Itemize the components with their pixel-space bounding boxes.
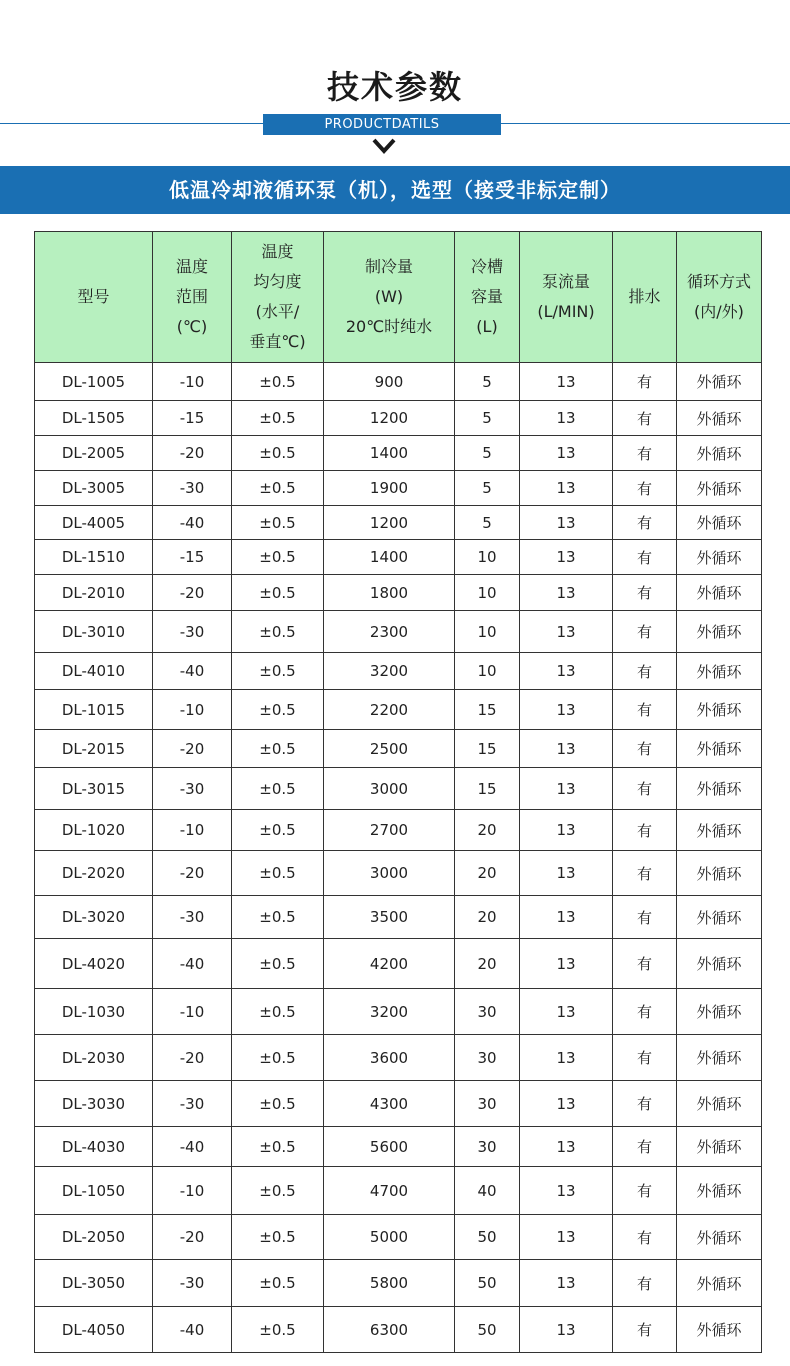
table-cell: ±0.5: [232, 1035, 324, 1081]
table-cell: 30: [455, 989, 520, 1035]
table-cell: 50: [455, 1260, 520, 1307]
table-row: [35, 810, 762, 851]
table-cell: 有: [613, 401, 677, 436]
table-cell: DL-1015: [35, 690, 153, 730]
table-cell: 15: [455, 690, 520, 730]
table-cell: DL-4030: [35, 1127, 153, 1167]
table-cell: 13: [520, 939, 613, 989]
table-cell: -20: [153, 1035, 232, 1081]
table-cell: 有: [613, 810, 677, 851]
table-cell: 10: [455, 653, 520, 690]
table-cell: ±0.5: [232, 506, 324, 540]
column-header-line: 范围: [175, 287, 208, 306]
table-cell: 外循环: [677, 1035, 762, 1081]
table-cell: 1200: [324, 506, 455, 540]
table-cell: -40: [153, 1307, 232, 1353]
table-cell: -10: [153, 989, 232, 1035]
table-cell: DL-1505: [35, 401, 153, 436]
column-header-line: 制冷量: [364, 257, 413, 276]
table-cell: 5: [455, 436, 520, 471]
table-cell: 外循环: [677, 401, 762, 436]
table-cell: 3000: [324, 851, 455, 896]
table-cell: 13: [520, 989, 613, 1035]
table-cell: 外循环: [677, 1260, 762, 1307]
table-cell: 2200: [324, 690, 455, 730]
table-cell: 3600: [324, 1035, 455, 1081]
table-cell: 外循环: [677, 436, 762, 471]
column-header-line: 冷槽: [470, 257, 503, 276]
table-cell: 有: [613, 1081, 677, 1127]
table-cell: 有: [613, 506, 677, 540]
table-cell: 外循环: [677, 730, 762, 768]
table-cell: ±0.5: [232, 471, 324, 506]
table-cell: 外循环: [677, 690, 762, 730]
column-header: [35, 232, 153, 363]
table-cell: DL-2050: [35, 1215, 153, 1260]
table-cell: 13: [520, 575, 613, 611]
table-cell: 外循环: [677, 1215, 762, 1260]
table-cell: 有: [613, 939, 677, 989]
table-row: [35, 1260, 762, 1307]
table-cell: 5800: [324, 1260, 455, 1307]
column-header-line: 20℃时纯水: [345, 317, 433, 336]
table-cell: ±0.5: [232, 540, 324, 575]
table-cell: ±0.5: [232, 436, 324, 471]
table-cell: 外循环: [677, 653, 762, 690]
table-cell: DL-3030: [35, 1081, 153, 1127]
table-cell: -10: [153, 810, 232, 851]
table-cell: 外循环: [677, 810, 762, 851]
table-cell: -40: [153, 1127, 232, 1167]
table-cell: 有: [613, 768, 677, 810]
column-header-line: (W): [374, 287, 404, 306]
table-cell: 有: [613, 1127, 677, 1167]
table-cell: 外循环: [677, 540, 762, 575]
table-cell: 有: [613, 471, 677, 506]
table-cell: DL-4020: [35, 939, 153, 989]
table-cell: 外循环: [677, 611, 762, 653]
table-cell: -20: [153, 851, 232, 896]
table-cell: 13: [520, 1035, 613, 1081]
table-cell: -30: [153, 1081, 232, 1127]
table-cell: ±0.5: [232, 1307, 324, 1353]
table-body: [35, 363, 762, 1353]
table-cell: -30: [153, 471, 232, 506]
table-row: [35, 851, 762, 896]
table-cell: ±0.5: [232, 1215, 324, 1260]
table-cell: ±0.5: [232, 896, 324, 939]
table-cell: 13: [520, 1215, 613, 1260]
table-cell: 13: [520, 896, 613, 939]
table-cell: 有: [613, 575, 677, 611]
table-cell: 3000: [324, 768, 455, 810]
table-cell: DL-2020: [35, 851, 153, 896]
table-cell: -40: [153, 506, 232, 540]
table-cell: ±0.5: [232, 989, 324, 1035]
spec-table: [34, 231, 762, 1353]
table-row: [35, 939, 762, 989]
column-header-line: (℃): [176, 317, 208, 336]
table-cell: ±0.5: [232, 810, 324, 851]
table-cell: DL-4010: [35, 653, 153, 690]
table-cell: 4200: [324, 939, 455, 989]
table-cell: ±0.5: [232, 1167, 324, 1215]
table-cell: 5: [455, 506, 520, 540]
table-cell: 2500: [324, 730, 455, 768]
table-cell: 5: [455, 471, 520, 506]
table-cell: 13: [520, 1167, 613, 1215]
table-cell: DL-1005: [35, 363, 153, 401]
table-cell: DL-2010: [35, 575, 153, 611]
table-cell: 有: [613, 1260, 677, 1307]
table-cell: DL-1030: [35, 989, 153, 1035]
table-cell: -10: [153, 690, 232, 730]
table-cell: 有: [613, 1167, 677, 1215]
table-cell: DL-1020: [35, 810, 153, 851]
table-cell: DL-3015: [35, 768, 153, 810]
table-cell: 13: [520, 851, 613, 896]
table-cell: DL-3020: [35, 896, 153, 939]
column-header-line: 排水: [628, 287, 661, 306]
table-cell: DL-3005: [35, 471, 153, 506]
table-cell: 30: [455, 1035, 520, 1081]
table-cell: 13: [520, 768, 613, 810]
table-cell: DL-2005: [35, 436, 153, 471]
table-cell: ±0.5: [232, 1260, 324, 1307]
table-cell: DL-4050: [35, 1307, 153, 1353]
table-cell: 外循环: [677, 896, 762, 939]
table-cell: -30: [153, 1260, 232, 1307]
table-cell: DL-2015: [35, 730, 153, 768]
column-header-line: (L): [476, 317, 498, 336]
table-cell: ±0.5: [232, 851, 324, 896]
table-cell: 外循环: [677, 575, 762, 611]
column-header: [153, 232, 232, 363]
table-cell: 4700: [324, 1167, 455, 1215]
table-cell: 外循环: [677, 506, 762, 540]
table-row: [35, 1215, 762, 1260]
column-header: [520, 232, 613, 363]
table-cell: 2300: [324, 611, 455, 653]
table-cell: 13: [520, 690, 613, 730]
table-cell: 5: [455, 363, 520, 401]
table-cell: -20: [153, 575, 232, 611]
table-cell: 4300: [324, 1081, 455, 1127]
table-row: [35, 540, 762, 575]
table-cell: 外循环: [677, 1307, 762, 1353]
table-cell: 有: [613, 730, 677, 768]
table-cell: ±0.5: [232, 1127, 324, 1167]
table-cell: 13: [520, 653, 613, 690]
table-cell: ±0.5: [232, 653, 324, 690]
table-cell: 外循环: [677, 768, 762, 810]
table-cell: 13: [520, 1081, 613, 1127]
table-row: [35, 611, 762, 653]
table-cell: 3200: [324, 989, 455, 1035]
section-banner: 低温冷却液循环泵（机），选型（接受非标定制）: [0, 166, 790, 214]
table-row: [35, 1307, 762, 1353]
table-cell: ±0.5: [232, 363, 324, 401]
column-header-line: (L/MIN): [537, 302, 595, 321]
column-header-line: (内/外): [694, 302, 744, 321]
table-cell: 5600: [324, 1127, 455, 1167]
table-cell: 有: [613, 436, 677, 471]
page-title: 技术参数: [326, 68, 463, 106]
table-cell: -30: [153, 896, 232, 939]
table-row: [35, 401, 762, 436]
table-cell: 10: [455, 540, 520, 575]
table-cell: 有: [613, 851, 677, 896]
table-cell: ±0.5: [232, 611, 324, 653]
table-cell: DL-4005: [35, 506, 153, 540]
table-cell: 30: [455, 1081, 520, 1127]
table-cell: 有: [613, 363, 677, 401]
table-cell: 5000: [324, 1215, 455, 1260]
table-cell: DL-2030: [35, 1035, 153, 1081]
table-cell: 20: [455, 810, 520, 851]
table-row: [35, 506, 762, 540]
table-cell: 15: [455, 768, 520, 810]
column-header: [455, 232, 520, 363]
table-cell: 10: [455, 575, 520, 611]
page-header: [0, 0, 790, 165]
table-cell: 15: [455, 730, 520, 768]
table-cell: ±0.5: [232, 939, 324, 989]
table-cell: 外循环: [677, 989, 762, 1035]
table-cell: -10: [153, 1167, 232, 1215]
table-cell: DL-1050: [35, 1167, 153, 1215]
table-cell: 2700: [324, 810, 455, 851]
table-cell: 10: [455, 611, 520, 653]
table-cell: 有: [613, 611, 677, 653]
table-cell: 3500: [324, 896, 455, 939]
table-cell: 有: [613, 896, 677, 939]
page-subtitle: PRODUCTDATILS: [263, 114, 501, 135]
table-cell: 13: [520, 363, 613, 401]
table-cell: 900: [324, 363, 455, 401]
table-cell: 6300: [324, 1307, 455, 1353]
table-cell: 50: [455, 1307, 520, 1353]
table-cell: 13: [520, 611, 613, 653]
table-header-row: [35, 232, 762, 363]
column-header: [232, 232, 324, 363]
table-cell: -40: [153, 653, 232, 690]
table-cell: 5: [455, 401, 520, 436]
table-cell: 1400: [324, 540, 455, 575]
column-header: [613, 232, 677, 363]
column-header-line: 容量: [470, 287, 503, 306]
table-cell: 3200: [324, 653, 455, 690]
table-cell: 外循环: [677, 1081, 762, 1127]
table-row: [35, 436, 762, 471]
table-cell: ±0.5: [232, 730, 324, 768]
table-cell: 外循环: [677, 939, 762, 989]
table-cell: ±0.5: [232, 1081, 324, 1127]
table-cell: 13: [520, 730, 613, 768]
table-row: [35, 730, 762, 768]
table-row: [35, 653, 762, 690]
table-cell: 13: [520, 471, 613, 506]
table-row: [35, 575, 762, 611]
column-header-line: 温度: [175, 257, 208, 276]
table-row: [35, 363, 762, 401]
table-row: [35, 896, 762, 939]
table-cell: 13: [520, 436, 613, 471]
table-cell: 外循环: [677, 851, 762, 896]
column-header: [324, 232, 455, 363]
table-cell: 1900: [324, 471, 455, 506]
table-cell: -20: [153, 436, 232, 471]
table-cell: -15: [153, 540, 232, 575]
table-cell: 20: [455, 896, 520, 939]
table-cell: 13: [520, 401, 613, 436]
table-cell: -10: [153, 363, 232, 401]
table-cell: 有: [613, 653, 677, 690]
column-header-line: 垂直℃): [249, 332, 306, 351]
table-cell: 外循环: [677, 471, 762, 506]
table-cell: -20: [153, 1215, 232, 1260]
table-cell: -40: [153, 939, 232, 989]
table-cell: DL-3050: [35, 1260, 153, 1307]
table-cell: 13: [520, 540, 613, 575]
table-cell: -15: [153, 401, 232, 436]
table-cell: 1200: [324, 401, 455, 436]
column-header-line: 温度: [261, 242, 294, 261]
table-cell: 1400: [324, 436, 455, 471]
table-cell: 外循环: [677, 363, 762, 401]
table-cell: 13: [520, 1260, 613, 1307]
table-row: [35, 1167, 762, 1215]
table-cell: 20: [455, 851, 520, 896]
table-row: [35, 1035, 762, 1081]
table-cell: ±0.5: [232, 575, 324, 611]
table-cell: 有: [613, 1215, 677, 1260]
column-header: [677, 232, 762, 363]
table-row: [35, 471, 762, 506]
table-cell: -30: [153, 611, 232, 653]
table-row: [35, 989, 762, 1035]
column-header-line: 型号: [77, 287, 110, 306]
table-cell: 有: [613, 989, 677, 1035]
table-cell: 外循环: [677, 1127, 762, 1167]
table-cell: 外循环: [677, 1167, 762, 1215]
table-row: [35, 768, 762, 810]
table-cell: 13: [520, 506, 613, 540]
column-header-line: 均匀度: [253, 272, 302, 291]
table-cell: 20: [455, 939, 520, 989]
table-cell: ±0.5: [232, 401, 324, 436]
table-cell: 50: [455, 1215, 520, 1260]
table-cell: 30: [455, 1127, 520, 1167]
column-header-line: 泵流量: [541, 272, 590, 291]
table-cell: 有: [613, 1307, 677, 1353]
table-cell: 1800: [324, 575, 455, 611]
table-row: [35, 1081, 762, 1127]
table-cell: 有: [613, 690, 677, 730]
table-row: [35, 690, 762, 730]
column-header-line: 循环方式: [686, 272, 751, 291]
table-cell: ±0.5: [232, 690, 324, 730]
column-header-line: (水平/: [255, 302, 300, 321]
table-cell: -30: [153, 768, 232, 810]
table-row: [35, 1127, 762, 1167]
table-cell: 40: [455, 1167, 520, 1215]
table-cell: -20: [153, 730, 232, 768]
table-cell: 有: [613, 540, 677, 575]
table-cell: DL-3010: [35, 611, 153, 653]
chevron-down-icon: [372, 138, 396, 154]
table-cell: DL-1510: [35, 540, 153, 575]
table-cell: 13: [520, 1127, 613, 1167]
table-cell: 13: [520, 810, 613, 851]
table-cell: 有: [613, 1035, 677, 1081]
table-cell: ±0.5: [232, 768, 324, 810]
table-cell: 13: [520, 1307, 613, 1353]
